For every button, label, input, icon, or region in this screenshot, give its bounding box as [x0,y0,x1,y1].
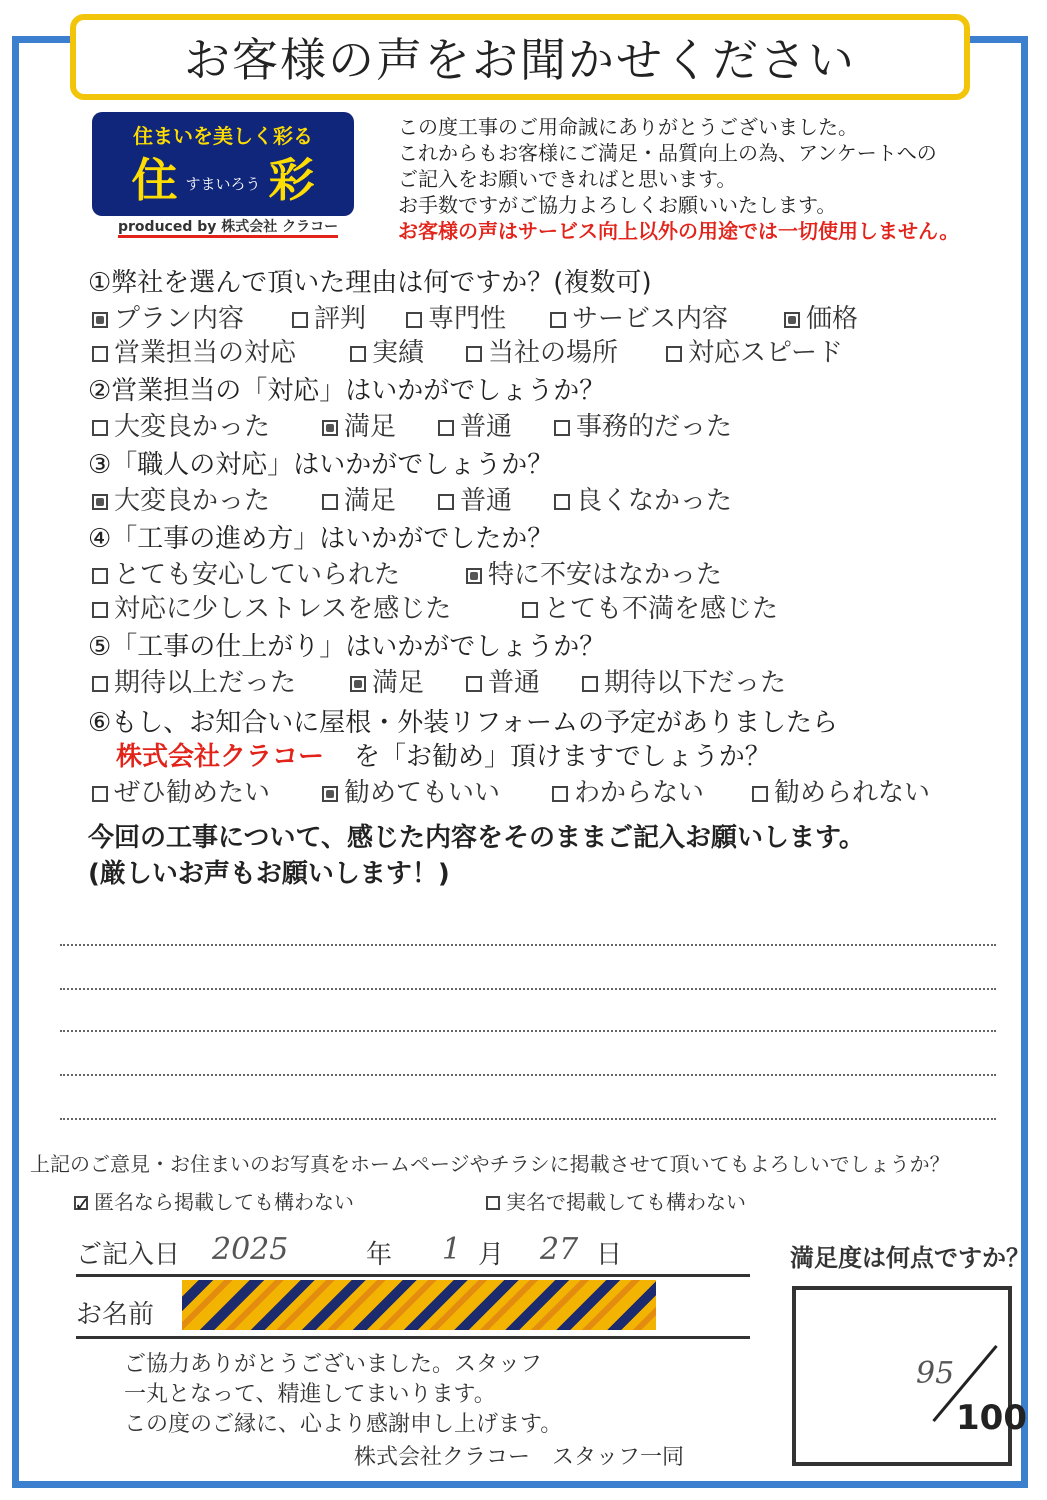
checkbox-icon [322,420,338,436]
date-label: ご記入日 [76,1240,181,1270]
question-6-line2: 株式会社クラコー を「お勧め」頂けますでしょうか？ [116,742,771,772]
name-label: お名前 [76,1300,155,1330]
logo-char-right: 彩 [268,153,315,207]
checkbox-icon [92,494,108,510]
comment-line[interactable] [60,944,996,946]
checkbox-icon [550,312,566,328]
checkbox-icon [438,494,454,510]
date-day: 27 [540,1232,579,1267]
logo-tagline: 住まいを美しく彩る [133,124,313,148]
option-very-dissatisfied[interactable]: とても不満を感じた [522,588,778,625]
option-businesslike[interactable]: 事務的だった [554,406,732,443]
checkbox-icon [582,676,598,692]
logo-produced-by: produced by 株式会社 クラコー [118,216,338,236]
checkbox-icon [92,346,108,362]
date-field[interactable] [76,1232,750,1277]
checkbox-icon [92,786,108,802]
option-expertise[interactable]: 専門性 [406,298,506,335]
option-very-reassured[interactable]: とても安心していられた [92,554,400,591]
question-4: ④「工事の進め方」はいかがでしたか？ [88,524,554,554]
option-not-good[interactable]: 良くなかった [554,480,732,517]
redacted-name [182,1280,656,1330]
option-location[interactable]: 当社の場所 [466,332,618,369]
checkbox-icon [466,676,482,692]
signature: 株式会社クラコー スタッフ一同 [354,1445,685,1470]
intro-text: この度工事のご用命誠にありがとうございました。 これからもお客様にご満足・品質向上の為、アンケートへの ご記入をお願いできればと思います。 お手数ですがご協力よろしくお願いいたします。 お客様の声はサービス向上以外の用途では一切使用しません。 [398,115,960,243]
company-logo [92,112,354,216]
checkbox-icon [552,786,568,802]
checkbox-icon [92,312,108,328]
question-6: ⑥もし、お知合いに屋根・外装リフォームの予定がありましたら [88,708,839,738]
checkbox-icon [292,312,308,328]
option-plan[interactable]: プラン内容 [92,298,244,335]
score-max: 100 [956,1398,1027,1438]
option-some-stress[interactable]: 対応に少しストレスを感じた [92,588,451,625]
comment-line[interactable] [60,1030,996,1032]
score-value: 95 [916,1356,955,1391]
checkbox-icon [554,494,570,510]
option-service[interactable]: サービス内容 [550,298,728,335]
option-normal[interactable]: 普通 [438,480,512,517]
checkbox-icon [522,602,538,618]
option-reputation[interactable]: 評判 [292,298,366,335]
checkbox-icon [92,602,108,618]
thanks-message: ご協力ありがとうございました。スタッフ 一丸となって、精進してまいります。 この度のご縁に、心より感謝申し上げます。 [124,1352,563,1437]
comment-line[interactable] [60,988,996,990]
checkbox-icon [92,420,108,436]
option-anonymous-ok[interactable]: ✓ 匿名なら掲載しても構わない [74,1190,354,1216]
checkbox-icon [350,676,366,692]
checkbox-icon [92,676,108,692]
date-month: 1 [442,1232,462,1267]
option-above-expectations[interactable]: 期待以上だった [92,662,296,699]
checkbox-icon [466,346,482,362]
option-very-good[interactable]: 大変良かった [92,406,270,443]
date-year: 2025 [212,1232,289,1267]
company-name-red: 株式会社クラコー [116,742,325,772]
page-title: お客様の声をお聞かせください [70,14,970,100]
option-real-name-ok[interactable]: 実名で掲載しても構わない [486,1186,746,1215]
option-satisfied[interactable]: 満足 [350,662,424,699]
checkbox-icon [784,312,800,328]
option-speed[interactable]: 対応スピード [666,332,843,369]
checkbox-icon [666,346,682,362]
question-2: ②営業担当の「対応」はいかがでしょうか？ [88,376,606,406]
checkbox-icon [438,420,454,436]
logo-reading: すまいろう [185,174,261,193]
publication-consent-question: 上記のご意見・お住まいのお写真をホームページやチラシに掲載させて頂いてもよろしいでしょうか？ [30,1152,950,1176]
option-no-anxiety[interactable]: 特に不安はなかった [466,554,722,591]
score-box[interactable] [792,1286,1027,1466]
option-normal[interactable]: 普通 [438,406,512,443]
checkbox-icon [466,568,482,584]
checkbox-icon [486,1196,500,1210]
option-satisfied[interactable]: 満足 [322,480,396,517]
score-label: 満足度は何点ですか？ [790,1244,1030,1272]
logo-wordmark [92,150,354,214]
checkmark-icon: ✓ [74,1192,91,1216]
option-track-record[interactable]: 実績 [350,332,424,369]
option-price[interactable]: 価格 [784,298,858,335]
option-very-good[interactable]: 大変良かった [92,480,270,517]
option-satisfied[interactable]: 満足 [322,406,396,443]
option-sales-response[interactable]: 営業担当の対応 [92,332,296,369]
logo-char-left: 住 [131,153,178,207]
comment-line[interactable] [60,1074,996,1076]
checkbox-icon [752,786,768,802]
option-cannot-recommend[interactable]: 勧められない [752,772,930,809]
month-unit: 月 [478,1240,505,1270]
free-comment-prompt: 今回の工事について、感じた内容をそのままご記入お願いします。 (厳しいお声もお願いします！) [88,823,865,889]
option-definitely-recommend[interactable]: ぜひ勧めたい [92,772,270,809]
privacy-note: お客様の声はサービス向上以外の用途では一切使用しません。 [398,219,960,243]
option-normal[interactable]: 普通 [466,662,540,699]
question-3: ③「職人の対応」はいかがでしょうか？ [88,450,554,480]
comment-line[interactable] [60,1118,996,1120]
checkbox-icon [406,312,422,328]
option-may-recommend[interactable]: 勧めてもいい [322,772,500,809]
day-unit: 日 [596,1240,623,1270]
year-unit: 年 [366,1240,393,1270]
checkbox-icon [74,1192,91,1216]
checkbox-icon [322,494,338,510]
checkbox-icon [322,786,338,802]
option-dont-know[interactable]: わからない [552,772,704,809]
checkbox-icon [92,568,108,584]
question-1: ①弊社を選んで頂いた理由は何ですか？(複数可) [88,268,652,298]
option-below-expectations[interactable]: 期待以下だった [582,662,786,699]
question-5: ⑤「工事の仕上がり」はいかがでしょうか？ [88,632,606,662]
checkbox-icon [554,420,570,436]
checkbox-icon [350,346,366,362]
